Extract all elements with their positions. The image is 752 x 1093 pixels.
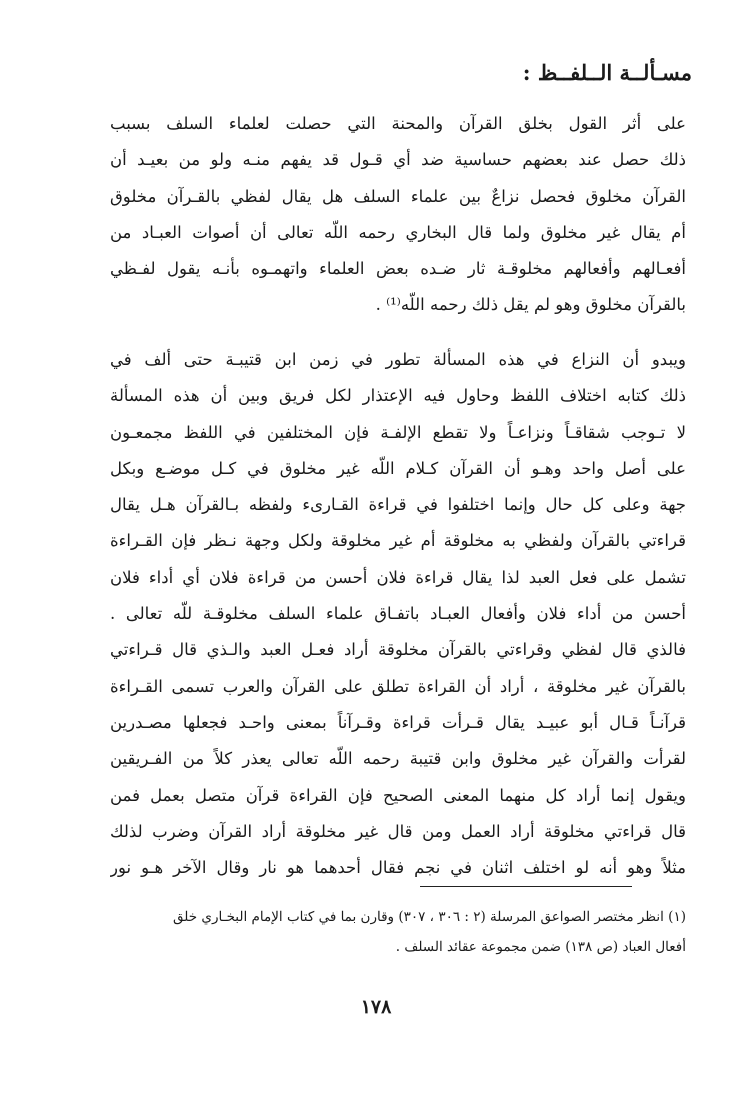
section-heading: مسـألــة الــلفــظ :: [522, 60, 692, 85]
text-line: بالقرآن غير مخلوقة ، أراد أن القراءة تطلق على القرآن والعرب تسمى القـراءة: [110, 676, 686, 696]
text-line: جهة وعلى كل حال وإنما اختلفوا في قراءة القـارىء ولفظه بـالقرآن هـل يقال: [110, 495, 686, 515]
text-line: ويبدو أن النزاع في هذه المسألة تطور في زمن ابن قتيبـة حتى ألف في: [110, 350, 686, 369]
text-line: لا تـوجب شقاقـاً ونزاعـاً ولا تقطع الإلفـة فإن المختلفين في اللفظ مجمعـون: [110, 422, 686, 442]
text-line: على أصل واحد وهـو أن القرآن كـلام اللّه غير مخلوق في كـل موضـع وبكل: [110, 458, 686, 478]
paragraph-1: [110, 106, 686, 324]
footnote-divider: [420, 886, 632, 887]
text-line: تشمل على فعل العبد لذا يقال قراءة فلان أحسن من قراءة فلان أي أداء فلان: [110, 567, 686, 587]
text-line: قرآنـاً قـال أبو عبيـد يقال قـرأت قراءة وقـرآناً بمعنى واحـد فجعلها مصـدرين: [110, 712, 686, 732]
text-line: قراءتي بالقرآن ولفظي به مخلوقة أم غير مخلوقة ولكل وجهة نـظر فإن القـراءة: [110, 531, 686, 551]
text-line: مثلاً وهو أنه لو اختلف اثنان في نجم فقال أحدهما هو نار وقال الآخر هـو نور: [110, 858, 686, 878]
footnote-line: (١) انظر مختصر الصواعق المرسلة (٢ : ٣٠٦ ، ٣٠٧) وقارن بما في كتاب الإمام البخـاري خلق: [173, 909, 686, 925]
text-line: قال قراءتي مخلوقة أراد العمل ومن قال غير مخلوقة أراد القرآن وضرب لذلك: [110, 821, 686, 841]
text-line: أم يقال غير مخلوق ولما قال البخاري رحمه اللّه تعالى أن أصوات العبـاد من: [110, 222, 686, 242]
text-line: ذلك كتابه اختلاف اللفظ وحاول فيه الإعتذار لكل فريق وبين أن هذه المسألة: [110, 386, 686, 406]
text-line: أفعـالهم وأفعالهم مخلوقـة ثار ضـده بعض العلماء واتهمـوه بأنـه يقول لفـظي: [110, 259, 686, 279]
footnote: [110, 902, 686, 962]
text-line: على أثر القول بخلق القرآن والمحنة التي حصلت لعلماء السلف بسبب: [110, 114, 686, 133]
page-number: ١٧٨: [360, 996, 392, 1018]
text-line: ويقول إنما أراد كل منهما المعنى الصحيح فإن القراءة قرآن متصل بعمل فمن: [110, 785, 686, 805]
text-line: أحسن من أداء فلان وأفعال العبـاد باتفـاق علماء السلف مخلوقـة للّه تعالى .: [110, 604, 686, 624]
text-line: لقرأت والقرآن غير مخلوق وابن قتيبة رحمه اللّه تعالى يعذر كلاً من الفـريقين: [110, 749, 686, 769]
text-line: فالذي قال لفظي وقراءتي بالقرآن مخلوقة أراد فعـل العبد والـذي قال قـراءتي: [110, 640, 686, 660]
paragraph-2: [110, 342, 686, 886]
text-line: بالقرآن مخلوق وهو لم يقل ذلك رحمه اللّه⁽¹⁾ .: [375, 295, 686, 315]
text-line: ذلك حصل عند بعضهم حساسية ضد أي قـول قد يفهم منـه ولو من بعيـد أن: [110, 150, 686, 170]
text-line: القرآن مخلوق فحصل نزاعٌ بين علماء السلف هل يقال لفظي بالقـرآن مخلوق: [110, 186, 686, 206]
footnote-line: أفعال العباد (ص ١٣٨) ضمن مجموعة عقائد السلف .: [395, 939, 686, 955]
